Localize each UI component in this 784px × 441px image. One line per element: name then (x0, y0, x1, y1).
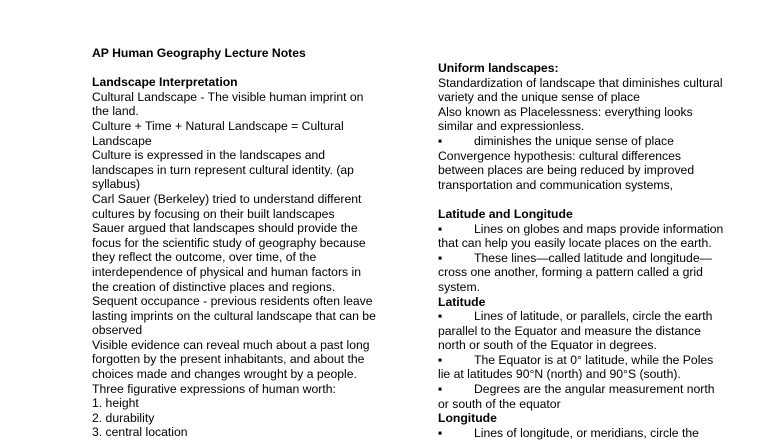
text-line: that can help you easily locate places on the earth. (438, 236, 712, 251)
left-column (92, 46, 410, 440)
text-line: landscapes in turn represent cultural identity. (ap (92, 162, 354, 177)
text-line: Visible evidence can reveal much about a past long (92, 337, 370, 352)
bullet-icon: ▪ (438, 382, 443, 397)
text-line: Sauer argued that landscapes should provide the (92, 221, 358, 236)
text-line: Sequent occupance - previous residents often leave (92, 294, 373, 309)
text-line: the creation of distinctive places and regions. (92, 279, 336, 294)
bullet-icon: ▪ (438, 250, 443, 265)
bullet-item (438, 309, 744, 324)
text-line: between places are being reduced by improved (438, 163, 695, 178)
text-line: focus for the scientific study of geography because (92, 235, 366, 250)
text-line: forgotten by the present inhabitants, and about the (92, 352, 365, 367)
latitude-heading: Latitude (438, 294, 486, 309)
latitude-longitude-heading: Latitude and Longitude (438, 206, 573, 221)
text-line: cross one another, forming a pattern called a grid (438, 265, 703, 280)
text-line: Landscape (92, 133, 152, 148)
bullet-item (438, 251, 744, 266)
bullet-icon: ▪ (438, 133, 443, 148)
text-line: 2. durability (92, 410, 155, 425)
bullet-text: diminishes the unique sense of place (474, 133, 674, 148)
uniform-landscapes-heading: Uniform landscapes: (438, 61, 559, 75)
text-line: or south of the equator (438, 396, 561, 411)
text-line: the land. (92, 104, 139, 119)
text-line: syllabus) (92, 177, 141, 192)
text-line: transportation and communication systems, (438, 177, 674, 192)
text-line: lasting imprints on the cultural landscape that can be (92, 308, 376, 323)
text-line: lie at latitudes 90°N (north) and 90°S (south). (438, 367, 681, 382)
bullet-text: Lines of latitude, or parallels, circle the earth (474, 309, 713, 324)
bullet-item (438, 426, 744, 441)
bullet-text: The Equator is at 0° latitude, while the Poles (474, 352, 714, 367)
text-line: Also known as Placelessness: everything looks (438, 104, 693, 119)
bullet-icon: ▪ (438, 352, 443, 367)
text-line: interdependence of physical and human factors in (92, 264, 361, 279)
bullet-item (438, 353, 744, 368)
text-line: variety and the unique sense of place (438, 90, 640, 105)
bullet-icon: ▪ (438, 221, 443, 236)
text-line: 3. central location (92, 425, 188, 440)
text-line: they reflect the outcome, over time, of the (92, 250, 317, 265)
text-line: observed (92, 323, 143, 338)
bullet-item (438, 222, 744, 237)
text-line: parallel to the Equator and measure the distance (438, 323, 701, 338)
text-line: Standardization of landscape that diminishes cultural (438, 75, 723, 90)
text-line: similar and expressionless. (438, 119, 585, 134)
text-line: Convergence hypothesis: cultural differences (438, 148, 681, 163)
text-line: choices made and changes wrought by a people. (92, 367, 357, 382)
text-line: Culture is expressed in the landscapes and (92, 148, 326, 163)
document-title: AP Human Geography Lecture Notes (92, 46, 306, 60)
text-line: Culture + Time + Natural Landscape = Cultural (92, 118, 344, 133)
right-column (438, 61, 744, 440)
bullet-text: Lines on globes and maps provide information (474, 221, 724, 236)
text-line: system. (438, 279, 480, 294)
landscape-interpretation-body (92, 90, 410, 440)
bullet-icon: ▪ (438, 309, 443, 324)
longitude-heading: Longitude (438, 411, 497, 426)
landscape-interpretation-heading: Landscape Interpretation (92, 75, 238, 90)
text-line: Three figurative expressions of human worth: (92, 381, 336, 396)
text-line: north or south of the Equator in degrees. (438, 338, 657, 353)
text-line: Carl Sauer (Berkeley) tried to understand different (92, 191, 362, 206)
bullet-icon: ▪ (438, 425, 443, 440)
bullet-text: Degrees are the angular measurement north (474, 382, 715, 397)
text-line: 1. height (92, 396, 139, 411)
bullet-text: These lines—called latitude and longitude— (474, 250, 712, 265)
text-line: Cultural Landscape - The visible human imprint on (92, 89, 364, 104)
text-line: cultures by focusing on their built landscapes (92, 206, 335, 221)
bullet-item (438, 382, 744, 397)
bullet-item (438, 134, 744, 149)
bullet-text: Lines of longitude, or meridians, circle the (474, 425, 699, 440)
